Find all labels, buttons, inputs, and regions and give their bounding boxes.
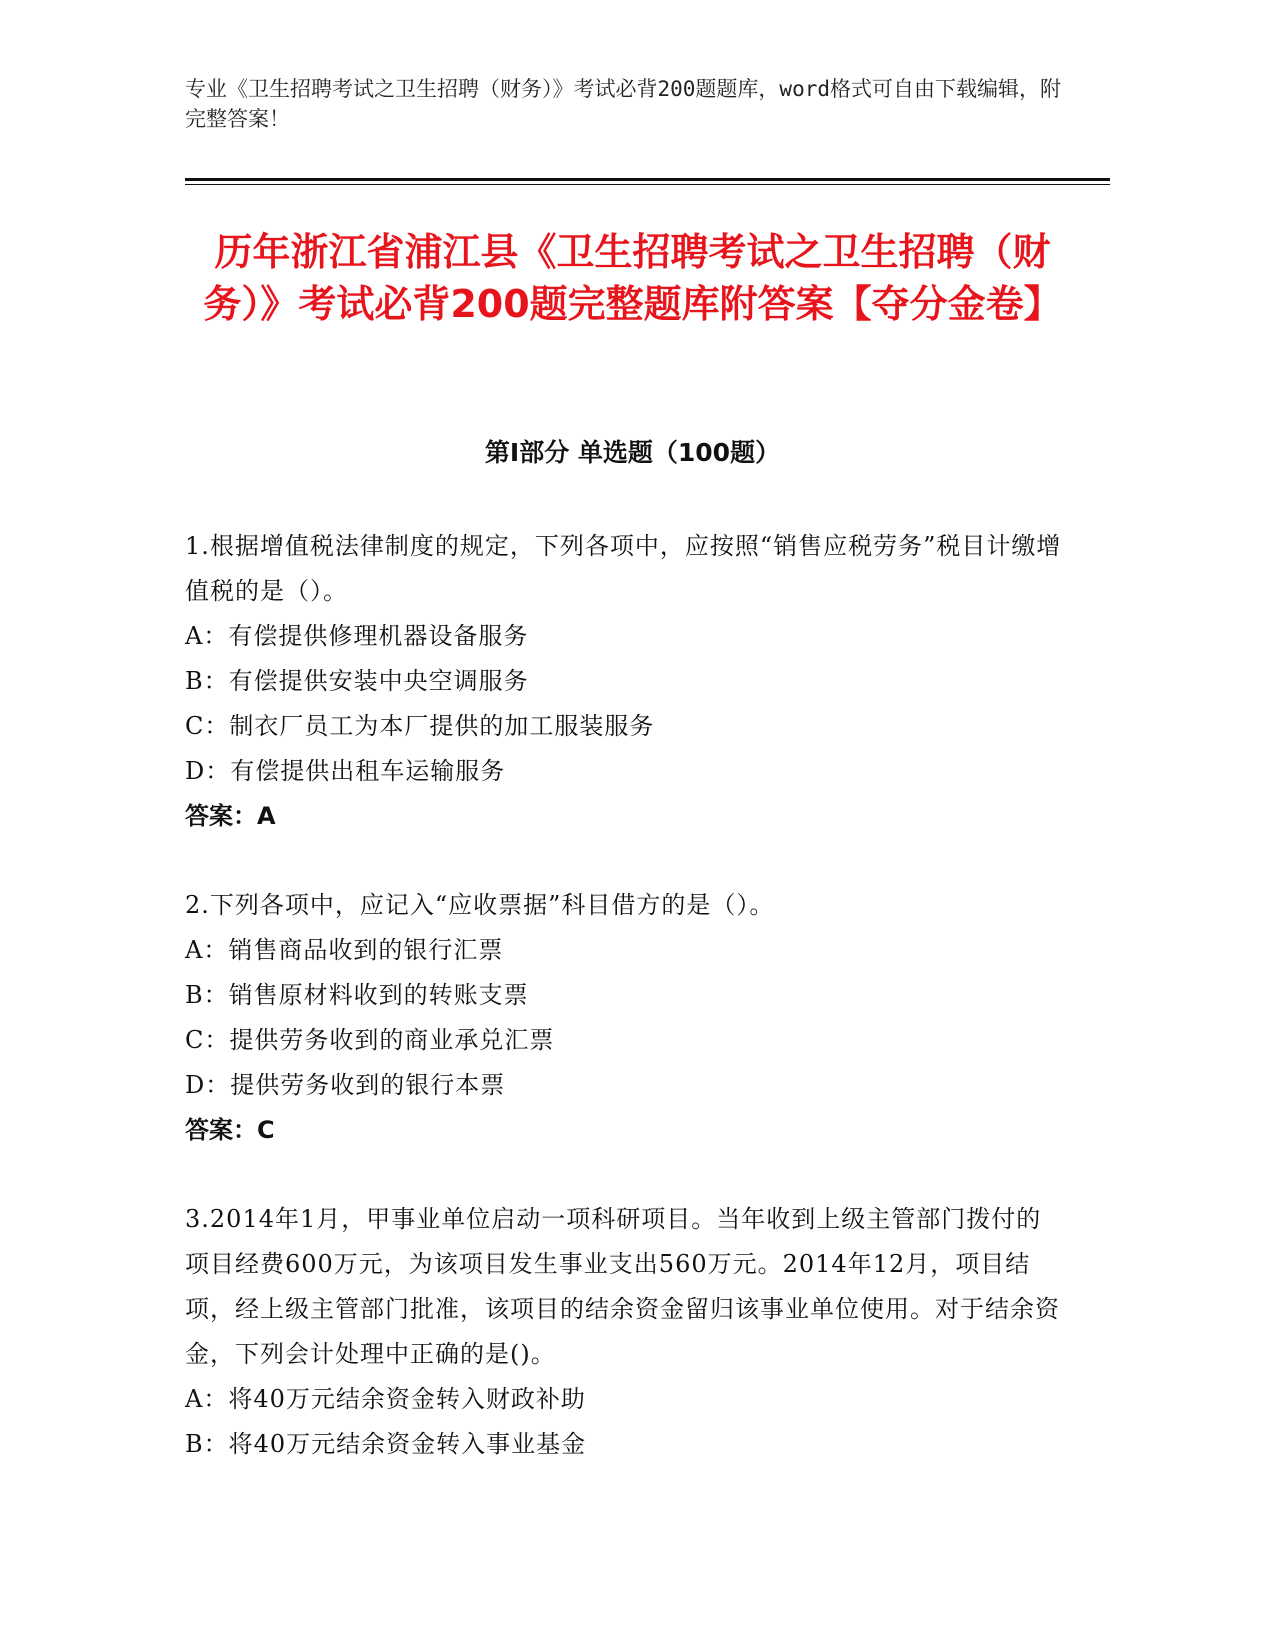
document-title: 历年浙江省浦江县《卫生招聘考试之卫生招聘（财务）》考试必背200题完整题库附答案【夺分金卷】 xyxy=(203,230,1062,326)
option-b: B：销售原材料收到的转账支票 xyxy=(185,981,529,1009)
header-rule-thin xyxy=(185,184,1110,185)
option-a: A：销售商品收到的银行汇票 xyxy=(185,936,504,964)
header-note: 专业《卫生招聘考试之卫生招聘（财务）》考试必背200题题库，word格式可自由下载编辑，附完整答案！ xyxy=(185,77,1061,131)
question-list xyxy=(185,524,1065,1511)
question-2 xyxy=(185,883,1065,1153)
question-stem: 2.下列各项中，应记入“应收票据”科目借方的是（）。 xyxy=(185,891,775,919)
option-a: A：有偿提供修理机器设备服务 xyxy=(185,622,529,650)
option-c: C：制衣厂员工为本厂提供的加工服装服务 xyxy=(185,712,655,740)
answer: 答案：C xyxy=(185,1116,275,1144)
question-3 xyxy=(185,1197,1065,1467)
question-1 xyxy=(185,524,1065,839)
option-b: B：有偿提供安装中央空调服务 xyxy=(185,667,529,695)
option-a: A：将40万元结余资金转入财政补助 xyxy=(185,1385,586,1413)
section-title: 第Ⅰ部分 单选题（100题） xyxy=(484,438,781,467)
option-d: D：有偿提供出租车运输服务 xyxy=(185,757,506,785)
question-stem: 1.根据增值税法律制度的规定，下列各项中，应按照“销售应税劳务”税目计缴增值税的是（）。 xyxy=(185,532,1062,605)
option-d: D：提供劳务收到的银行本票 xyxy=(185,1071,506,1099)
answer: 答案：A xyxy=(185,802,276,830)
header-rule-thick xyxy=(185,178,1110,181)
option-b: B：将40万元结余资金转入事业基金 xyxy=(185,1430,587,1458)
option-c: C：提供劳务收到的商业承兑汇票 xyxy=(185,1026,555,1054)
question-stem: 3.2014年1月，甲事业单位启动一项科研项目。当年收到上级主管部门拨付的项目经费600万元，为该项目发生事业支出560万元。2014年12月，项目结项，经上级主管部门批准，该项目的结余资金留归该事业单位使用。对于结余资金，下列会计处理中正确的是()。 xyxy=(185,1205,1060,1368)
